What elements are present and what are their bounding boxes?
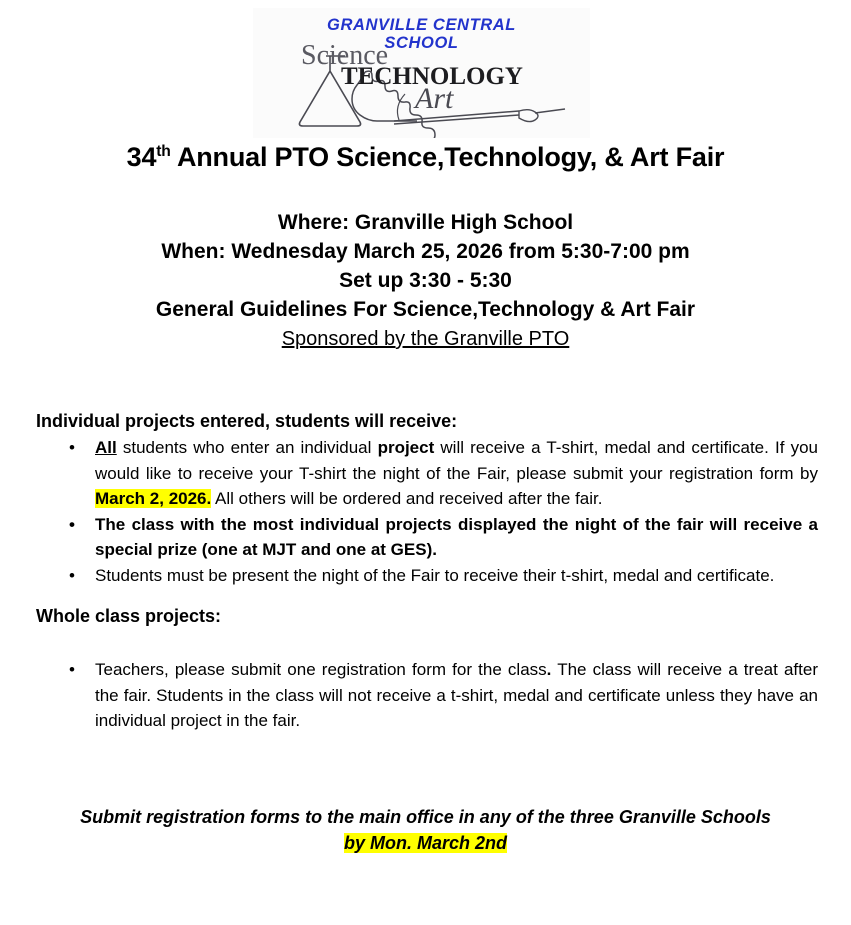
event-details [0, 208, 851, 354]
bullet2-text: The class with the most individual projects displayed the night of the fair will receive a special prize (one at MJT and one at GES). [95, 514, 818, 559]
logo-word-art: Art [415, 82, 454, 115]
list-item [36, 563, 818, 589]
wc-bullet1-part1: Teachers, please submit one registration form for the class [95, 660, 547, 679]
school-logo [253, 8, 590, 138]
submission-instructions [0, 804, 851, 856]
list-item [36, 512, 818, 563]
list-item [36, 657, 818, 734]
bullet1-part2: will receive a T-shirt, medal and certificate. If you would like to receive your T-shirt the night of the Fair, please submit your registration form by [95, 438, 818, 483]
logo-school-line1: GRANVILLE CENTRAL [327, 16, 516, 34]
highlight-submission-deadline: by Mon. March 2nd [343, 833, 507, 853]
list-item [36, 435, 818, 512]
title-ordinal-suffix: th [156, 143, 171, 160]
logo-word-technology: TECHNOLOGY [341, 63, 523, 90]
event-when: When: Wednesday March 25, 2026 from 5:30-7:00 pm [161, 240, 690, 263]
wc-bullet1-part2: The class will receive a treat after the fair. Students in the class will not receive a t-shirt, medal and certificate unless they have an individual project in the fair. [95, 660, 818, 730]
section-heading-whole-class-projects: Whole class projects: [36, 606, 222, 626]
title-rest: Annual PTO Science,Technology, & Art Fair [170, 142, 725, 172]
event-sponsor: Sponsored by the Granville PTO [281, 328, 570, 350]
document-body [36, 409, 818, 734]
section-spacer [36, 588, 818, 604]
logo-school-line2: SCHOOL [384, 34, 459, 52]
section-heading-individual-projects: Individual projects entered, students will receive: [36, 411, 458, 431]
event-where: Where: Granville High School [277, 211, 574, 234]
wc-bullet1-bold-period: . [546, 660, 552, 679]
bullet1-part3: All others will be ordered and received after the fair. [211, 489, 603, 508]
event-guidelines-heading: General Guidelines For Science,Technology & Art Fair [155, 298, 696, 321]
footer-line-1: Submit registration forms to the main office in any of the three Granville Schools [80, 807, 771, 827]
highlight-deadline-date: March 2, 2026. [95, 489, 212, 508]
individual-projects-list [36, 435, 818, 588]
footer-line-2 [0, 830, 851, 856]
page-title [0, 142, 851, 173]
whole-class-projects-list [36, 657, 818, 734]
bullet3-text: Students must be present the night of the Fair to receive their t-shirt, medal and certificate. [95, 565, 775, 585]
event-setup-time: Set up 3:30 - 5:30 [339, 269, 512, 292]
bullet1-part1: students who enter an individual [116, 438, 378, 457]
title-ordinal-number: 34 [126, 142, 157, 172]
logo-word-science: Science [301, 40, 389, 71]
paragraph-gap [36, 630, 818, 657]
logo-artwork [253, 8, 590, 138]
emphasis-all: All [95, 438, 117, 457]
emphasis-project: project [377, 438, 435, 457]
